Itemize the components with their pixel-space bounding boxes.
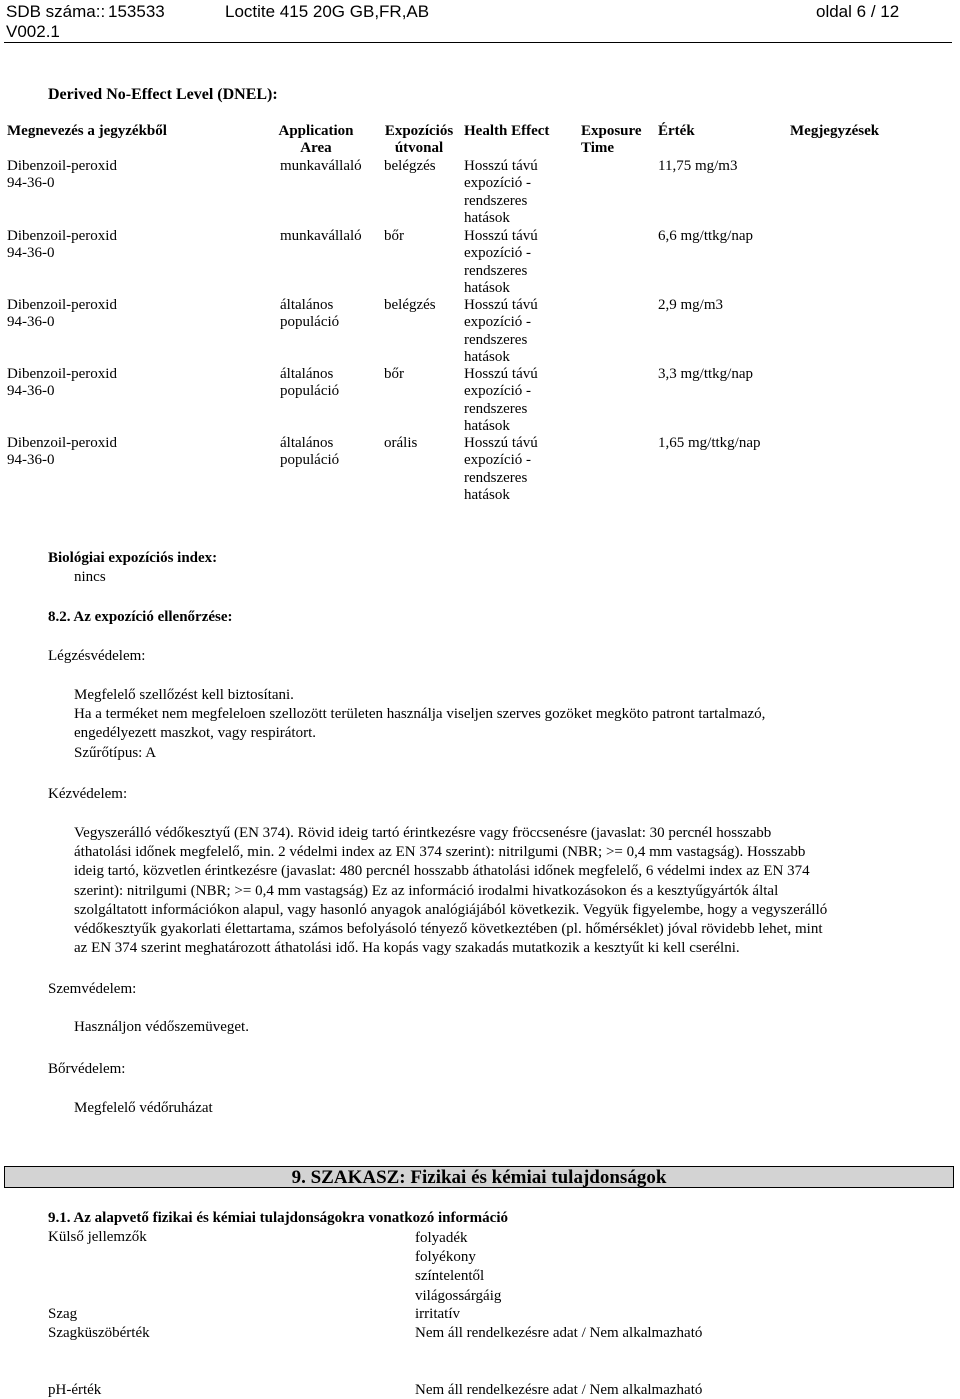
- prop-label-odor-threshold: Szagküszöbérték: [48, 1325, 150, 1341]
- substance-name: Dibenzoil-peroxid: [7, 158, 117, 174]
- table-row: [7, 228, 117, 263]
- area-cell: munkavállaló: [280, 158, 362, 174]
- eye-protection-label: Szemvédelem:: [48, 981, 137, 997]
- value-cell: 3,3 mg/ttkg/nap: [658, 366, 753, 382]
- prop-value-odor-threshold: Nem áll rendelkezésre adat / Nem alkalmazható: [415, 1325, 703, 1341]
- page-number: oldal 6 / 12: [816, 2, 900, 21]
- table-row: [7, 158, 117, 193]
- skin-protection-text: Megfelelő védőruházat: [74, 1100, 213, 1116]
- section-9-subtitle: 9.1. Az alapvető fizikai és kémiai tulajdonságokra vonatkozó információ: [48, 1210, 508, 1226]
- col-header-route: Expozíciós útvonal: [384, 123, 454, 156]
- substance-name: Dibenzoil-peroxid: [7, 297, 117, 313]
- dnel-title: Derived No-Effect Level (DNEL):: [48, 86, 278, 103]
- route-cell: orális: [384, 435, 418, 451]
- route-cell: bőr: [384, 366, 404, 382]
- value-cell: 6,6 mg/ttkg/nap: [658, 228, 753, 244]
- table-row: [7, 297, 117, 332]
- value-cell: 11,75 mg/m3: [658, 158, 738, 174]
- prop-value-appearance: folyadék folyékony színtelentől világossárgáig: [415, 1230, 502, 1304]
- area-cell: általános populáció: [280, 297, 340, 331]
- prop-value-ph: Nem áll rendelkezésre adat / Nem alkalmazható: [415, 1382, 703, 1398]
- version: V002.1: [6, 22, 60, 41]
- col-header-time: Exposure Time: [581, 123, 642, 156]
- route-cell: belégzés: [384, 297, 436, 313]
- effect-cell: Hosszú távú expozíció - rendszeres hatások: [464, 158, 538, 226]
- bio-index-title: Biológiai expozíciós index:: [48, 550, 218, 566]
- prop-value-odor: irritatív: [415, 1306, 460, 1322]
- cas-number: 94-36-0: [7, 314, 55, 331]
- cas-number: 94-36-0: [7, 175, 55, 192]
- substance-name: Dibenzoil-peroxid: [7, 435, 117, 451]
- prop-label-odor: Szag: [48, 1306, 78, 1322]
- sds-label: SDB száma::: [6, 2, 106, 21]
- effect-cell: Hosszú távú expozíció - rendszeres hatások: [464, 228, 538, 296]
- section-9-header: [4, 1166, 954, 1188]
- prop-label-ph: pH-érték: [48, 1382, 102, 1398]
- area-cell: általános populáció: [280, 366, 340, 400]
- table-row: [7, 366, 117, 401]
- cas-number: 94-36-0: [7, 245, 55, 262]
- respiratory-label: Légzésvédelem:: [48, 648, 146, 664]
- col-header-effect: Health Effect: [464, 123, 550, 139]
- product-name: Loctite 415 20G GB,FR,AB: [225, 2, 430, 21]
- value-cell: 2,9 mg/m3: [658, 297, 724, 313]
- substance-name: Dibenzoil-peroxid: [7, 366, 117, 382]
- effect-cell: Hosszú távú expozíció - rendszeres hatások: [464, 297, 538, 365]
- eye-protection-text: Használjon védőszemüveget.: [74, 1019, 249, 1035]
- sds-number: 153533: [108, 2, 165, 21]
- respiratory-text: Megfelelő szellőzést kell biztosítani. Ha a terméket nem megfeleloen szellozött területen használja viseljen szerves gozöket megköto patront tartalmazó, engedélyezett maszkot, vagy respirátort. Szűrőtípus: A: [74, 687, 766, 761]
- effect-cell: Hosszú távú expozíció - rendszeres hatások: [464, 366, 538, 434]
- substance-name: Dibenzoil-peroxid: [7, 228, 117, 244]
- hand-protection-label: Kézvédelem:: [48, 786, 128, 802]
- prop-label-appearance: Külső jellemzők: [48, 1229, 147, 1245]
- area-cell: munkavállaló: [280, 228, 362, 244]
- value-cell: 1,65 mg/ttkg/nap: [658, 435, 761, 451]
- header-divider: [4, 42, 952, 43]
- area-cell: általános populáció: [280, 435, 340, 469]
- cas-number: 94-36-0: [7, 383, 55, 400]
- section-9-title: 9. SZAKASZ: Fizikai és kémiai tulajdonságok: [291, 1167, 667, 1188]
- hand-protection-text: Vegyszerálló védőkesztyű (EN 374). Rövid ideig tartó érintkezésre vagy fröccsenésre (javaslat: 30 percnél hosszabb áthatolási időnek megfelelő, min. 2 védelmi index az EN 374 szerint): nitrilgumi (NBR; >= 0,4 mm vastagság). Hosszabb ideig tartó, közvetlen érintkezésre (javaslat: 480 percnél hosszabb áthatolási időnek megfelelő, 6 védelmi index az EN 374 szerint): nitrilgumi (NBR; >= 0,4 mm vastagság) Ez az információ irodalmi hivatkozásokon és a kesztyűgyártók által szolgáltatott információkon alapul, vagy hasonló anyagok analógiájából következik. Vegyük figyelembe, hogy a vegyszerálló védőkesztyűk gyakorlati élettartama, számos befolyásoló tényező következtében (pl. hőmérséklet) jóval rövidebb lehet, mint az EN 374 szerint meghatározott áthatolási idő. Ha kopás vagy szakadás mutatkozik a kesztyűt ki kell cserélni.: [74, 825, 828, 957]
- col-header-value: Érték: [658, 123, 695, 139]
- bio-index-value: nincs: [74, 569, 106, 585]
- col-header-area: Application Area: [278, 123, 354, 156]
- skin-protection-label: Bőrvédelem:: [48, 1061, 126, 1077]
- effect-cell: Hosszú távú expozíció - rendszeres hatások: [464, 435, 538, 503]
- col-header-name: Megnevezés a jegyzékből: [7, 123, 167, 139]
- cas-number: 94-36-0: [7, 452, 55, 469]
- col-header-notes: Megjegyzések: [790, 123, 880, 139]
- route-cell: bőr: [384, 228, 404, 244]
- route-cell: belégzés: [384, 158, 436, 174]
- table-row: [7, 435, 117, 470]
- exposure-control-title: 8.2. Az expozíció ellenőrzése:: [48, 609, 233, 625]
